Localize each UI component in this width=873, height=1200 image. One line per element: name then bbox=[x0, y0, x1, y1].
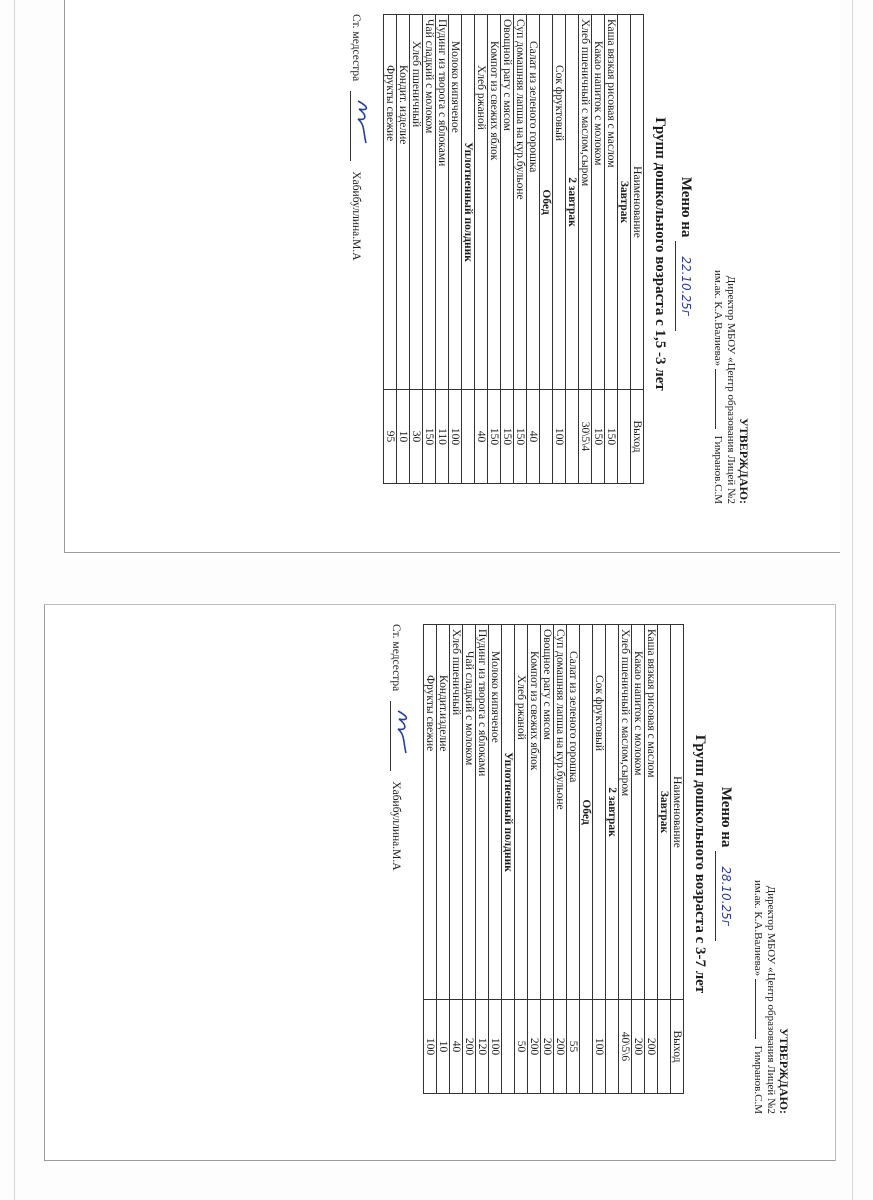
dish-name: Каша вязкая рисовая с маслом bbox=[605, 15, 618, 390]
dish-name: Хлеб пшеничный с маслом,сыром bbox=[579, 15, 592, 390]
dish-portion: 200 bbox=[554, 1000, 567, 1094]
dish-name: Хлеб пшеничный bbox=[410, 15, 423, 390]
section-value-cell bbox=[658, 1000, 671, 1094]
menu-page-1-5-3 bbox=[290, 4, 750, 504]
signature-block bbox=[390, 614, 405, 1114]
dish-name: Хлеб пшеничный с маслом,сыром bbox=[619, 625, 632, 1000]
dish-portion: 40 bbox=[450, 1000, 463, 1094]
menu-row bbox=[553, 15, 566, 484]
section-row bbox=[462, 15, 475, 484]
approval-director-name: Гимранов.С.М bbox=[712, 435, 724, 504]
menu-row bbox=[554, 625, 567, 1094]
menu-row bbox=[527, 15, 540, 484]
menu-date: 28.10.25г bbox=[715, 851, 735, 941]
header-value: Выход bbox=[631, 390, 644, 484]
approval-institution-suffix: им.ак. К.А.Валиева» bbox=[752, 880, 764, 977]
signature-line bbox=[350, 91, 365, 161]
menu-row bbox=[437, 625, 450, 1094]
dish-portion: 200 bbox=[541, 1000, 554, 1094]
dish-name: Пудинг из творога с яблоками bbox=[436, 15, 449, 390]
section-row bbox=[606, 625, 619, 1094]
group-title: Групп дошкольного возраста с 1,5 -3 лет bbox=[652, 117, 668, 391]
dish-portion: 100 bbox=[489, 1000, 502, 1094]
menu-label: Меню на bbox=[718, 786, 734, 848]
menu-row bbox=[592, 15, 605, 484]
dish-name: Суп домашняя лапша на кур.бульоне bbox=[514, 15, 527, 390]
dish-name: Кондит.изделие bbox=[437, 625, 450, 1000]
menu-row bbox=[593, 625, 606, 1094]
approval-signature-line bbox=[715, 369, 716, 429]
approval-signature-line bbox=[755, 979, 756, 1039]
dish-name: Фрукты свежие bbox=[424, 625, 437, 1000]
menu-row bbox=[632, 625, 645, 1094]
dish-name: Какао напиток с молоком bbox=[592, 15, 605, 390]
menu-table-header bbox=[631, 15, 644, 484]
dish-portion: 100 bbox=[553, 390, 566, 484]
approval-title: УТВЕРЖДАЮ: bbox=[737, 417, 751, 504]
dish-name: Салат из зеленого горошка bbox=[527, 15, 540, 390]
scan-line-right bbox=[852, 0, 853, 1200]
dish-portion: 50 bbox=[515, 1000, 528, 1094]
menu-row bbox=[515, 625, 528, 1094]
menu-row bbox=[476, 625, 489, 1094]
dish-portion: 150 bbox=[605, 390, 618, 484]
section-row bbox=[566, 15, 579, 484]
dish-name: Хлеб пшеничный bbox=[450, 625, 463, 1000]
section-row bbox=[580, 625, 593, 1094]
dish-name: Фрукты свежие bbox=[384, 15, 397, 390]
dish-name: Хлеб ржаной bbox=[515, 625, 528, 1000]
dish-portion: 40\5\6 bbox=[619, 1000, 632, 1094]
menu-row bbox=[605, 15, 618, 484]
approval-block bbox=[751, 614, 790, 1114]
header-value: Выход bbox=[671, 1000, 684, 1094]
dish-name: Овощное рагу с мясом bbox=[541, 625, 554, 1000]
section-title: Обед bbox=[540, 15, 553, 390]
dish-portion: 150 bbox=[514, 390, 527, 484]
section-row bbox=[658, 625, 671, 1094]
menu-row bbox=[528, 625, 541, 1094]
section-value-cell bbox=[566, 390, 579, 484]
dish-portion: 200 bbox=[463, 1000, 476, 1094]
menu-label: Меню на bbox=[678, 176, 694, 238]
dish-portion: 120 bbox=[476, 1000, 489, 1094]
scan-line-left bbox=[14, 0, 15, 1200]
approval-director-name: Гимранов.С.М bbox=[752, 1045, 764, 1114]
dish-name: Какао напиток с молоком bbox=[632, 625, 645, 1000]
section-title: Завтрак bbox=[658, 625, 671, 1000]
approval-director-line: Директор МБОУ «Центр образования Лицей №2 bbox=[725, 275, 737, 504]
dish-portion: 100 bbox=[593, 1000, 606, 1094]
section-value-cell bbox=[462, 390, 475, 484]
section-value-cell bbox=[618, 390, 631, 484]
section-title: Обед bbox=[580, 625, 593, 1000]
menu-table-header bbox=[671, 625, 684, 1094]
dish-portion: 40 bbox=[475, 390, 488, 484]
menu-table bbox=[423, 624, 684, 1094]
dish-name: Компот из свежих яблок bbox=[528, 625, 541, 1000]
approval-block bbox=[711, 4, 750, 504]
menu-row bbox=[501, 15, 514, 484]
approval-title: УТВЕРЖДАЮ: bbox=[777, 1027, 791, 1114]
menu-row bbox=[424, 625, 437, 1094]
section-title: Уплотненный полдник bbox=[462, 15, 475, 390]
dish-name: Компот из свежих яблок bbox=[488, 15, 501, 390]
menu-row bbox=[449, 15, 462, 484]
section-row bbox=[540, 15, 553, 484]
dish-portion: 200 bbox=[645, 1000, 658, 1094]
section-value-cell bbox=[540, 390, 553, 484]
signature-name: Хабибуллина.М.А bbox=[390, 781, 402, 871]
section-row bbox=[618, 15, 631, 484]
menu-row bbox=[450, 625, 463, 1094]
menu-row bbox=[579, 15, 592, 484]
header-name: Наименование bbox=[631, 15, 644, 390]
group-title: Групп дошкольного возраста с 3-7 лет bbox=[692, 734, 708, 994]
dish-portion: 100 bbox=[449, 390, 462, 484]
approval-director-line: Директор МБОУ «Центр образования Лицей №2 bbox=[765, 885, 777, 1114]
menu-title bbox=[715, 614, 735, 1114]
dish-portion: 150 bbox=[592, 390, 605, 484]
dish-name: Хлеб ржаной bbox=[475, 15, 488, 390]
menu-row bbox=[645, 625, 658, 1094]
section-title: 2 завтрак bbox=[606, 625, 619, 1000]
menu-row bbox=[423, 15, 436, 484]
dish-portion: 55 bbox=[567, 1000, 580, 1094]
dish-name: Чай сладкий с молоком bbox=[423, 15, 436, 390]
dish-portion: 150 bbox=[501, 390, 514, 484]
menu-row bbox=[463, 625, 476, 1094]
dish-portion: 200 bbox=[528, 1000, 541, 1094]
menu-row bbox=[436, 15, 449, 484]
menu-table bbox=[383, 14, 644, 484]
dish-name: Пудинг из творога с яблоками bbox=[476, 625, 489, 1000]
menu-date: 22.10.25г bbox=[675, 241, 695, 331]
section-value-cell bbox=[606, 1000, 619, 1094]
dish-name: Сок фруктовый bbox=[593, 625, 606, 1000]
menu-row bbox=[567, 625, 580, 1094]
dish-portion: 30 bbox=[410, 390, 423, 484]
dish-name: Овощной рагу с мясом bbox=[501, 15, 514, 390]
signature-line bbox=[390, 701, 405, 771]
menu-page-3-7 bbox=[330, 614, 790, 1114]
signature-name: Хабибуллина.М.А bbox=[350, 171, 362, 261]
menu-title bbox=[675, 4, 695, 504]
signature-block bbox=[350, 4, 365, 504]
approval-signature-row bbox=[711, 4, 724, 504]
menu-row bbox=[489, 625, 502, 1094]
dish-portion: 100 bbox=[424, 1000, 437, 1094]
section-value-cell bbox=[580, 1000, 593, 1094]
section-title: 2 завтрак bbox=[566, 15, 579, 390]
signature-icon bbox=[353, 97, 371, 147]
dish-portion: 95 bbox=[384, 390, 397, 484]
dish-portion: 10 bbox=[397, 390, 410, 484]
signature-role: Ст. медсестра bbox=[350, 14, 362, 82]
menu-row bbox=[397, 15, 410, 484]
section-row bbox=[502, 625, 515, 1094]
approval-signature-row bbox=[751, 614, 764, 1114]
dish-name: Молоко кипяченое bbox=[489, 625, 502, 1000]
section-value-cell bbox=[502, 1000, 515, 1094]
dish-portion: 200 bbox=[632, 1000, 645, 1094]
menu-row bbox=[384, 15, 397, 484]
dish-name: Чай сладкий с молоком bbox=[463, 625, 476, 1000]
section-title: Уплотненный полдник bbox=[502, 625, 515, 1000]
menu-row bbox=[488, 15, 501, 484]
dish-portion: 110 bbox=[436, 390, 449, 484]
signature-icon bbox=[393, 707, 411, 757]
dish-portion: 150 bbox=[488, 390, 501, 484]
dish-name: Каша вязкая рисовая с маслом bbox=[645, 625, 658, 1000]
dish-name: Кондит. изделие bbox=[397, 15, 410, 390]
dish-portion: 30\5\4 bbox=[579, 390, 592, 484]
section-title: Завтрак bbox=[618, 15, 631, 390]
dish-portion: 40 bbox=[527, 390, 540, 484]
signature-role: Ст. медсестра bbox=[390, 624, 402, 692]
dish-name: Молоко кипяченое bbox=[449, 15, 462, 390]
dish-portion: 150 bbox=[423, 390, 436, 484]
approval-institution-suffix: им.ак. К.А.Валиева» bbox=[712, 270, 724, 367]
dish-portion: 10 bbox=[437, 1000, 450, 1094]
menu-row bbox=[619, 625, 632, 1094]
menu-row bbox=[410, 15, 423, 484]
dish-name: Суп домашняя лапша на кур.бульоне bbox=[554, 625, 567, 1000]
menu-row bbox=[541, 625, 554, 1094]
menu-row bbox=[475, 15, 488, 484]
dish-name: Салат из зеленого горошка bbox=[567, 625, 580, 1000]
menu-row bbox=[514, 15, 527, 484]
header-name: Наименование bbox=[671, 625, 684, 1000]
dish-name: Сок фруктовый bbox=[553, 15, 566, 390]
